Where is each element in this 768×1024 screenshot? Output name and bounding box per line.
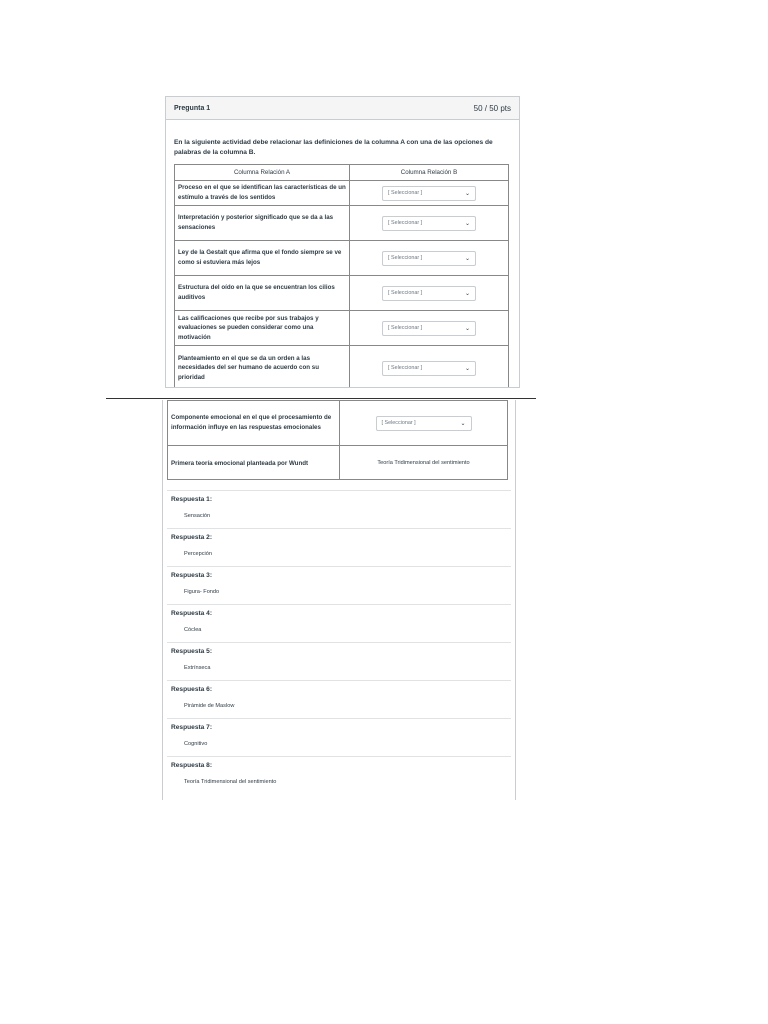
answer-value: Teoría Tridimensional del sentimiento <box>184 779 277 785</box>
column-a-header: Columna Relación A <box>175 165 350 181</box>
list-item <box>167 642 511 680</box>
select-placeholder: [ Seleccionar ] <box>388 325 423 331</box>
answer-label: Respuesta 6: <box>171 686 213 693</box>
answer-select-6[interactable] <box>382 361 476 376</box>
question-panel-top <box>165 96 520 388</box>
answer-label: Respuesta 8: <box>171 762 213 769</box>
chevron-down-icon: ⌄ <box>464 365 470 372</box>
table-row <box>175 346 509 389</box>
definition-1: Proceso en el que se identifican las características de un estímulo a través de los sentidos <box>175 181 350 206</box>
fixed-answer-8: Teoría Tridimensional del sentimiento <box>340 446 508 480</box>
table-row <box>175 241 509 276</box>
answer-label: Respuesta 3: <box>171 572 213 579</box>
question-instruction: En la siguiente actividad debe relacionar las definiciones de la columna A con una de las opciones de palabras de la columna B. <box>174 139 493 156</box>
chevron-down-icon: ⌄ <box>464 325 470 332</box>
question-title: Pregunta 1 <box>174 104 211 112</box>
answer-select-4[interactable] <box>382 286 476 301</box>
list-item <box>167 566 511 604</box>
chevron-down-icon: ⌄ <box>460 420 466 427</box>
table-row <box>175 311 509 346</box>
definition-2: Interpretación y posterior significado que se da a las sensaciones <box>175 206 350 241</box>
answer-value: Figura- Fondo <box>184 589 220 595</box>
chevron-down-icon: ⌄ <box>464 290 470 297</box>
answer-select-3[interactable] <box>382 251 476 266</box>
list-item <box>167 490 511 528</box>
list-item <box>167 756 511 794</box>
answer-value: Cóclea <box>184 627 202 633</box>
answer-select-7[interactable] <box>376 416 472 431</box>
list-item <box>167 680 511 718</box>
question-points: 50 / 50 pts <box>473 103 511 113</box>
question-panel-bottom <box>162 400 516 800</box>
table-row <box>168 446 508 480</box>
answer-value: Percepción <box>184 551 212 557</box>
column-b-header: Columna Relación B <box>350 165 509 181</box>
matching-table <box>174 164 509 388</box>
table-row <box>168 401 508 446</box>
answer-select-5[interactable] <box>382 321 476 336</box>
chevron-down-icon: ⌄ <box>464 220 470 227</box>
select-placeholder: [ Seleccionar ] <box>388 220 423 226</box>
answer-value: Extrínseca <box>184 665 211 671</box>
definition-6: Planteamiento en el que se da un orden a las necesidades del ser humano de acuerdo con su prioridad <box>175 346 350 389</box>
select-placeholder: [ Seleccionar ] <box>388 190 423 196</box>
answer-select-2[interactable] <box>382 216 476 231</box>
definition-3: Ley de la Gestalt que afirma que el fondo siempre se ve como si estuviera más lejos <box>175 241 350 276</box>
definition-5: Las calificaciones que recibe por sus trabajos y evaluaciones se pueden considerar como una motivación <box>175 311 350 346</box>
select-placeholder: [ Seleccionar ] <box>388 365 423 371</box>
matching-table-continued <box>167 400 508 480</box>
definition-4: Estructura del oído en la que se encuentran los cilios auditivos <box>175 276 350 311</box>
table-row <box>175 206 509 241</box>
chevron-down-icon: ⌄ <box>464 255 470 262</box>
answer-select-1[interactable] <box>382 186 476 201</box>
answer-value: Cognitivo <box>184 741 208 747</box>
screenshot-divider <box>106 398 536 399</box>
list-item <box>167 718 511 756</box>
select-placeholder: [ Seleccionar ] <box>381 420 416 426</box>
answer-label: Respuesta 4: <box>171 610 213 617</box>
answers-list <box>167 490 511 794</box>
answer-label: Respuesta 1: <box>171 496 213 503</box>
answer-value: Pirámide de Maslow <box>184 703 235 709</box>
table-row <box>175 276 509 311</box>
answer-label: Respuesta 2: <box>171 534 213 541</box>
list-item <box>167 528 511 566</box>
list-item <box>167 604 511 642</box>
answer-label: Respuesta 5: <box>171 648 213 655</box>
select-placeholder: [ Seleccionar ] <box>388 290 423 296</box>
definition-8: Primera teoría emocional planteada por Wundt <box>168 446 340 480</box>
definition-7: Componente emocional en el que el procesamiento de información influye en las respuestas emocionales <box>168 401 340 446</box>
answer-label: Respuesta 7: <box>171 724 213 731</box>
answer-value: Sensación <box>184 513 211 519</box>
question-header <box>166 97 519 120</box>
select-placeholder: [ Seleccionar ] <box>388 255 423 261</box>
table-row <box>175 181 509 206</box>
chevron-down-icon: ⌄ <box>464 190 470 197</box>
